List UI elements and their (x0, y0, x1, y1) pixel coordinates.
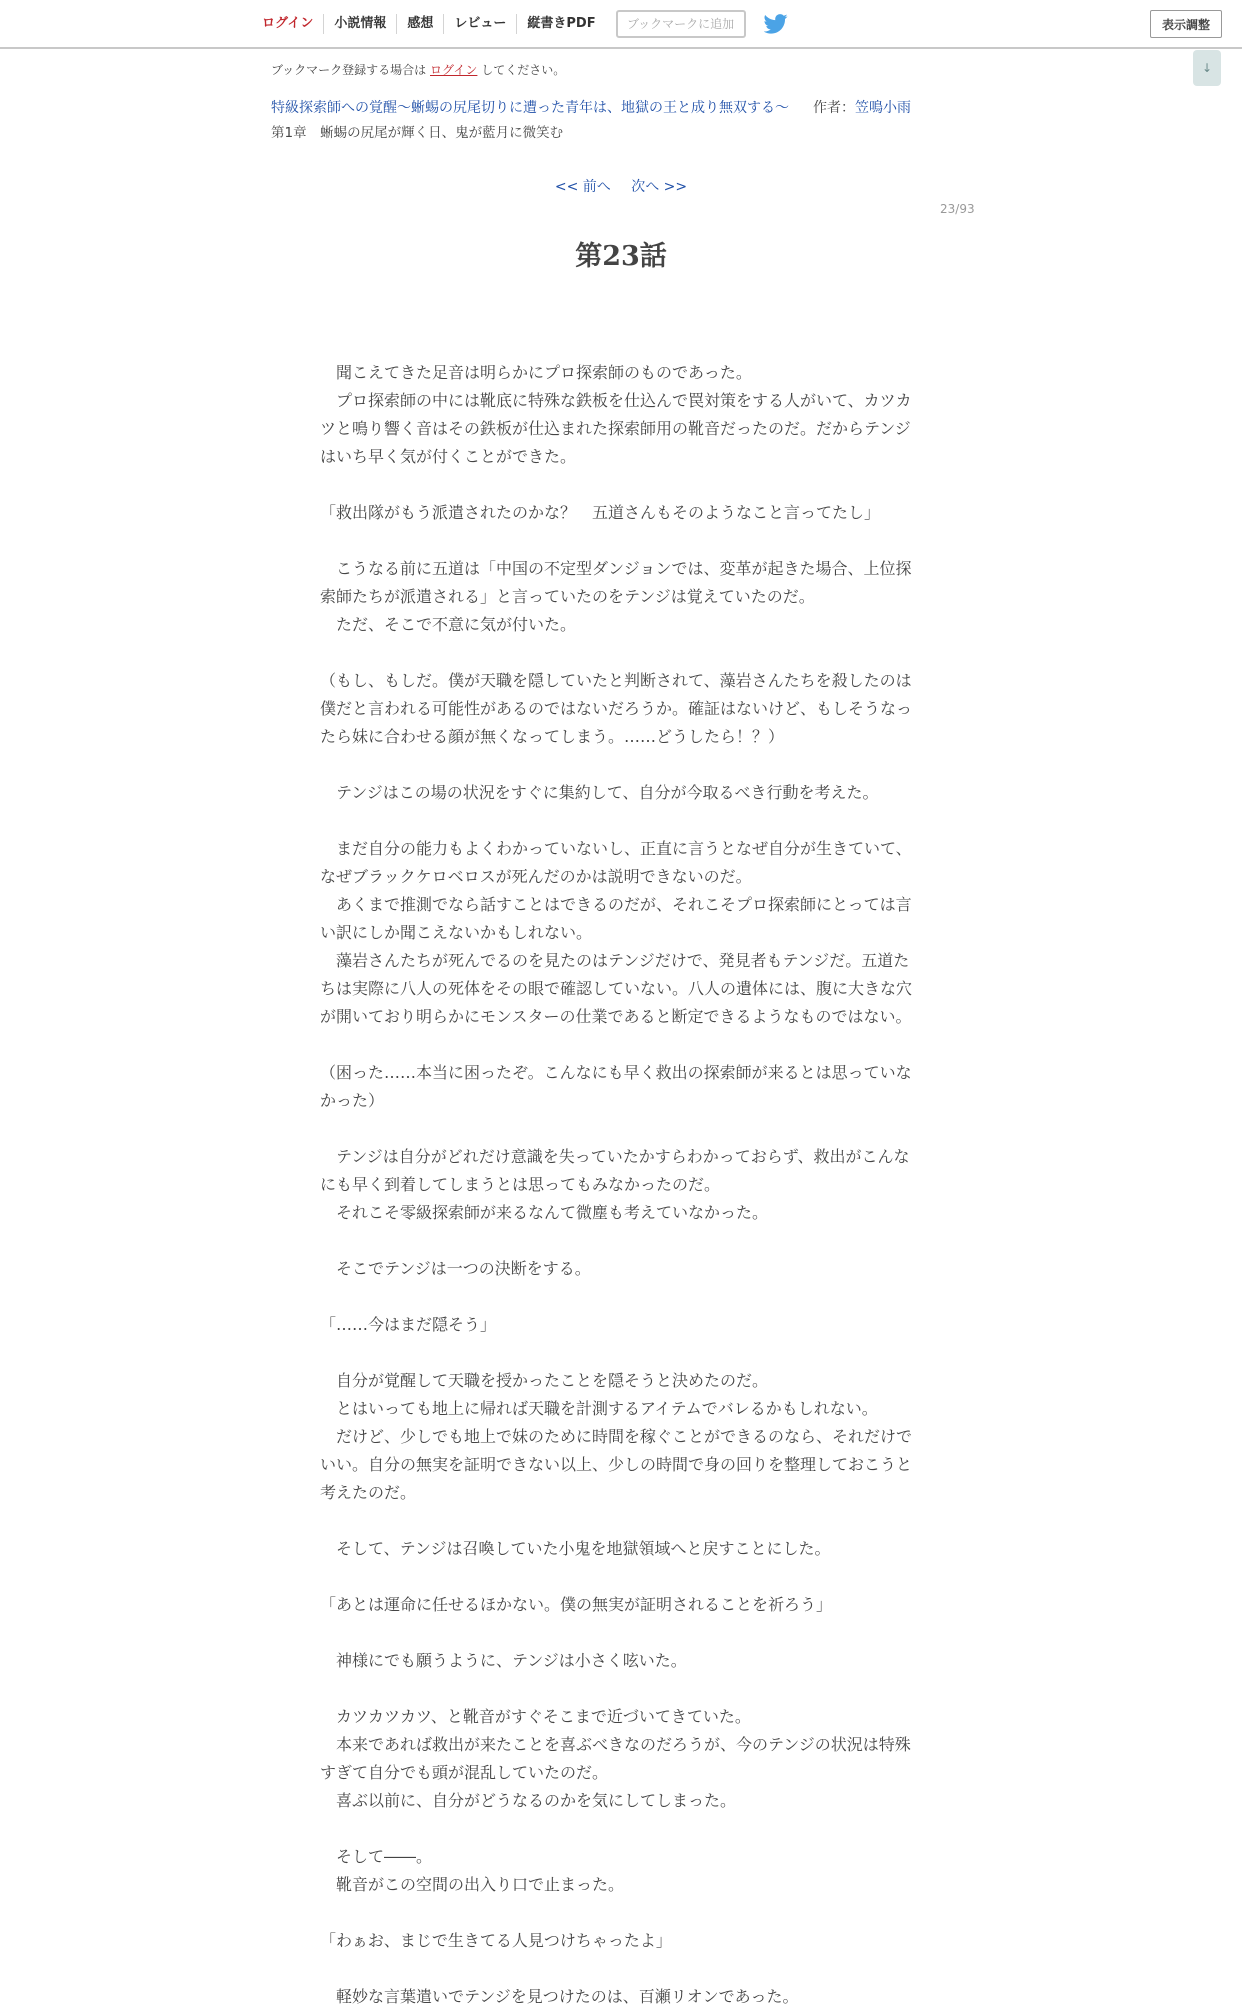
body-line: ツと鳴り響く音はその鉄板が仕込まれた探索師用の靴音だったのだ。だからテンジ (320, 419, 911, 438)
top-nav (252, 0, 790, 47)
body-line: 靴音がこの空間の出入り口で止まった。 (320, 1875, 625, 1894)
body-line: 藻岩さんたちが死んでるのを見たのはテンジだけで、発見者もテンジだ。五道た (320, 951, 910, 970)
body-line: そこでテンジは一つの決断をする。 (320, 1259, 591, 1278)
novel-title-link[interactable]: 特級探索師への覚醒～蜥蜴の尻尾切りに遭った青年は、地獄の王と成り無双する～ (271, 100, 789, 116)
body-line: 僕だと言われる可能性があるのではないだろうか。確証はないけど、もしそうなっ (320, 699, 913, 718)
nav-vertical-pdf[interactable]: 縦書きPDF (527, 15, 596, 31)
episode-title: 第23話 (575, 241, 667, 272)
display-settings-button[interactable]: 表示調整 (1150, 10, 1222, 38)
body-line: たら妹に合わせる顔が無くなってしまう。……どうしたら！？） (320, 727, 785, 746)
novel-header (271, 97, 911, 117)
prev-link[interactable]: << 前へ (554, 179, 611, 195)
body-line (320, 1675, 920, 1703)
author-label: 作者： (813, 100, 855, 116)
body-line: なぜブラックケロベロスが死んだのかは説明できないのだ。 (320, 867, 752, 886)
body-line (320, 807, 920, 835)
body-line: 「……今はまだ隠そう」 (320, 1315, 497, 1334)
body-line: 神様にでも願うように、テンジは小さく呟いた。 (320, 1651, 687, 1670)
body-line: （困った……本当に困ったぞ。こんなにも早く救出の探索師が来るとは思っていな (320, 1063, 912, 1082)
body-line: それこそ零級探索師が来るなんて微塵も考えていなかった。 (320, 1203, 769, 1222)
body-line: かった） (320, 1091, 385, 1110)
bookmark-note-after: してください。 (481, 63, 566, 77)
body-line (320, 1955, 920, 1983)
scroll-down-button[interactable]: ↓ (1193, 50, 1221, 86)
body-line: いい。自分の無実を証明できない以上、少しの時間で身の回りを整理しておこうと (320, 1455, 913, 1474)
twitter-bird-icon[interactable] (764, 13, 790, 35)
body-line (320, 1899, 920, 1927)
body-line: 「あとは運命に任せるほかない。僕の無実が証明されることを祈ろう」 (320, 1595, 833, 1614)
next-link[interactable]: 次へ >> (631, 179, 688, 195)
add-bookmark-button[interactable]: ブックマークに追加 (616, 10, 746, 38)
body-line: こうなる前に五道は「中国の不定型ダンジョンでは、変革が起きた場合、上位探 (320, 559, 912, 578)
bookmark-login-link[interactable]: ログイン (430, 63, 478, 77)
body-line: 考えたのだ。 (320, 1483, 417, 1502)
body-line: 索師たちが派遣される」と言っていたのをテンジは覚えていたのだ。 (320, 587, 815, 606)
body-line (320, 1563, 920, 1591)
nav-impressions[interactable]: 感想 (397, 14, 444, 34)
body-line: テンジはこの場の状況をすぐに集約して、自分が今取るべき行動を考えた。 (320, 783, 879, 802)
body-line: （もし、もしだ。僕が天職を隠していたと判断されて、藻岩さんたちを殺したのは (320, 671, 912, 690)
body-line: まだ自分の能力もよくわかっていないし、正直に言うとなぜ自分が生きていて、 (320, 839, 912, 858)
body-line: ただ、そこで不意に気が付いた。 (320, 615, 577, 634)
chapter-title: 第1章 蜥蜴の尻尾が輝く日、鬼が藍月に微笑む (271, 125, 564, 141)
novel-body (320, 359, 920, 2011)
body-line (320, 1619, 920, 1647)
body-line (320, 1031, 920, 1059)
body-line (320, 471, 920, 499)
body-line: にも早く到着してしまうとは思ってもみなかったのだ。 (320, 1175, 721, 1194)
body-line: あくまで推測でなら話すことはできるのだが、それこそプロ探索師にとっては言 (320, 895, 912, 914)
body-line (320, 751, 920, 779)
body-line: い訳にしか聞こえないかもしれない。 (320, 923, 593, 942)
body-line (320, 1115, 920, 1143)
body-line: すぎて自分でも頭が混乱していたのだ。 (320, 1763, 609, 1782)
bookmark-note (271, 61, 565, 78)
body-line (320, 1507, 920, 1535)
body-line: 本来であれば救出が来たことを喜ぶべきなのだろうが、今のテンジの状況は特殊 (320, 1735, 911, 1754)
body-line: 聞こえてきた足音は明らかにプロ探索師のものであった。 (320, 363, 752, 382)
body-line: ちは実際に八人の死体をその眼で確認していない。八人の遺体には、腹に大きな穴 (320, 979, 913, 998)
body-line (320, 1339, 920, 1367)
nav-novel-info[interactable]: 小説情報 (324, 14, 397, 34)
nav-review[interactable]: レビュー (444, 14, 517, 34)
top-bar (0, 0, 1242, 49)
body-line: 「救出隊がもう派遣されたのかな？ 五道さんもそのようなこと言ってたし」 (320, 503, 881, 522)
body-line: はいち早く気が付くことができた。 (320, 447, 577, 466)
body-line: とはいっても地上に帰れば天職を計測するアイテムでバレるかもしれない。 (320, 1399, 878, 1418)
body-line: テンジは自分がどれだけ意識を失っていたかすらわかっておらず、救出がこんな (320, 1147, 910, 1166)
body-line: 軽妙な言葉遣いでテンジを見つけたのは、百瀬リオンであった。 (320, 1987, 799, 2006)
body-line: カツカツカツ、と靴音がすぐそこまで近づいてきていた。 (320, 1707, 751, 1726)
pager (0, 176, 1242, 196)
author-link[interactable]: 笠鳴小雨 (855, 100, 911, 116)
body-line (320, 527, 920, 555)
body-line: 喜ぶ以前に、自分がどうなるのかを気にしてしまった。 (320, 1791, 737, 1810)
body-line (320, 1815, 920, 1843)
body-line: そして、テンジは召喚していた小鬼を地獄領域へと戻すことにした。 (320, 1539, 831, 1558)
bookmark-note-before: ブックマーク登録する場合は (271, 63, 427, 77)
body-line (320, 1227, 920, 1255)
nav-login[interactable]: ログイン (252, 14, 324, 34)
body-line: 自分が覚醒して天職を授かったことを隠そうと決めたのだ。 (320, 1371, 769, 1390)
body-line: だけど、少しでも地上で妹のために時間を稼ぐことができるのなら、それだけで (320, 1427, 913, 1446)
body-line: 「わぁお、まじで生きてる人見つけちゃったよ」 (320, 1931, 672, 1950)
body-line: プロ探索師の中には靴底に特殊な鉄板を仕込んで罠対策をする人がいて、カツカ (320, 391, 912, 410)
page-count: 23/93 (940, 202, 975, 216)
body-line: が開いており明らかにモンスターの仕業であると断定できるようなものではない。 (320, 1007, 912, 1026)
body-line: そして――。 (320, 1847, 433, 1866)
body-line (320, 1283, 920, 1311)
body-line (320, 639, 920, 667)
